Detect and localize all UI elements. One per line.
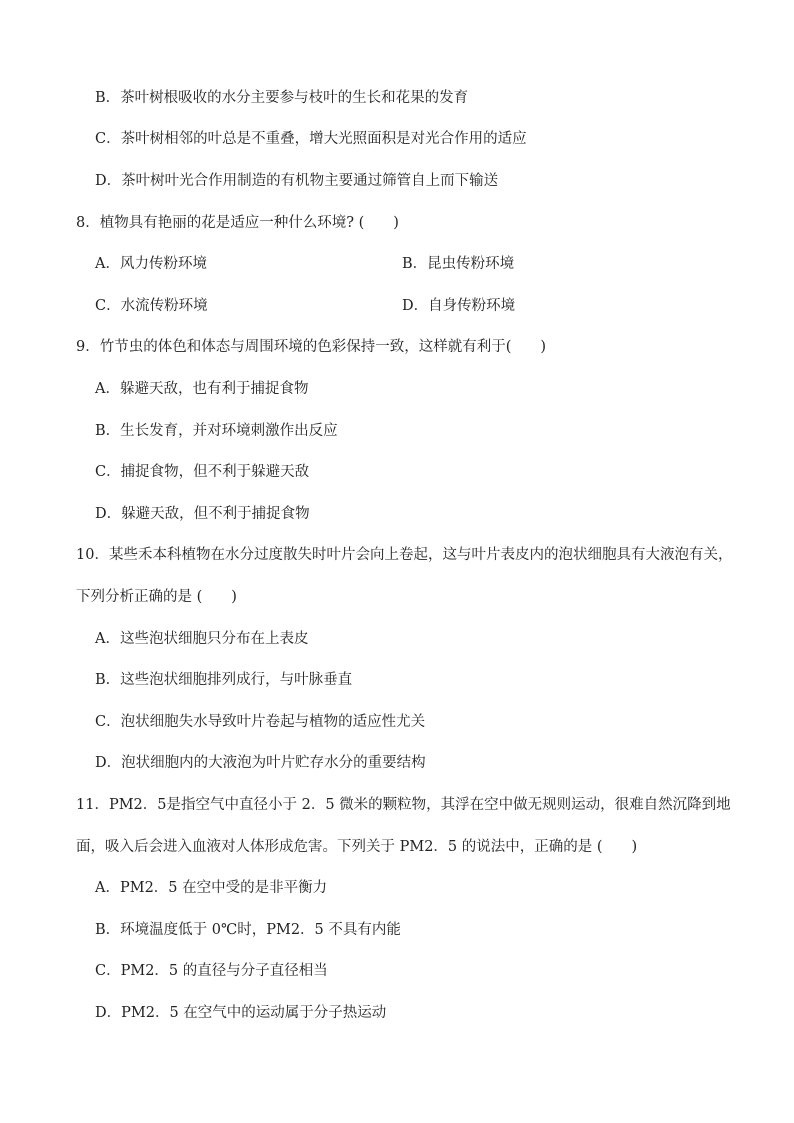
q11-option-a: A．PM2．5 在空中受的是非平衡力 — [95, 880, 328, 896]
q11-option-d: D．PM2．5 在空气中的运动属于分子热运动 — [95, 1005, 387, 1021]
q10-option-b: B．这些泡状细胞排列成行，与叶脉垂直 — [95, 672, 353, 688]
q11-option-b: B．环境温度低于 0℃时，PM2．5 不具有内能 — [95, 922, 401, 938]
q11-stem-line2: 面，吸入后会进入血液对人体形成危害。下列关于 PM2．5 的说法中，正确的是 ( ) — [76, 839, 638, 855]
q9-stem: 9．竹节虫的体色和体态与周围环境的色彩保持一致，这样就有利于( ) — [76, 339, 547, 355]
q7-option-b: B．茶叶树根吸收的水分主要参与枝叶的生长和花果的发育 — [95, 90, 469, 106]
q9-option-a: A．躲避天敌，也有利于捕捉食物 — [95, 381, 309, 397]
q10-stem-line2: 下列分析正确的是 ( ) — [76, 589, 237, 605]
q10-option-c: C．泡状细胞失水导致叶片卷起与植物的适应性尤关 — [95, 714, 426, 730]
q10-option-a: A．这些泡状细胞只分布在上表皮 — [95, 631, 309, 647]
q11-stem-line1: 11．PM2．5是指空气中直径小于 2．5 微米的颗粒物，其浮在空中做无规则运动，很难自然沉降到地 — [76, 797, 731, 813]
q9-option-c: C．捕捉食物，但不利于躲避天敌 — [95, 464, 310, 480]
q11-option-c: C．PM2．5 的直径与分子直径相当 — [95, 963, 328, 979]
q10-stem-line1: 10．某些禾本科植物在水分过度散失时叶片会向上卷起，这与叶片表皮内的泡状细胞具有大液泡有关， — [76, 547, 733, 563]
q9-option-d: D．躲避天敌，但不利于捕捉食物 — [95, 506, 310, 522]
q9-option-b: B．生长发育，并对环境刺激作出反应 — [95, 423, 338, 439]
q8-option-a: A．风力传粉环境 — [95, 256, 207, 272]
q8-option-b: B．昆虫传粉环境 — [402, 256, 515, 272]
q8-option-d: D．自身传粉环境 — [402, 298, 516, 314]
q8-stem: 8．植物具有艳丽的花是适应一种什么环境? ( ) — [76, 215, 399, 231]
q7-option-c: C．茶叶树相邻的叶总是不重叠，增大光照面积是对光合作用的适应 — [95, 131, 527, 147]
q8-option-c: C．水流传粉环境 — [95, 298, 208, 314]
q10-option-d: D．泡状细胞内的大液泡为叶片贮存水分的重要结构 — [95, 755, 426, 771]
q7-option-d: D．茶叶树叶光合作用制造的有机物主要通过筛管自上而下输送 — [95, 173, 499, 189]
